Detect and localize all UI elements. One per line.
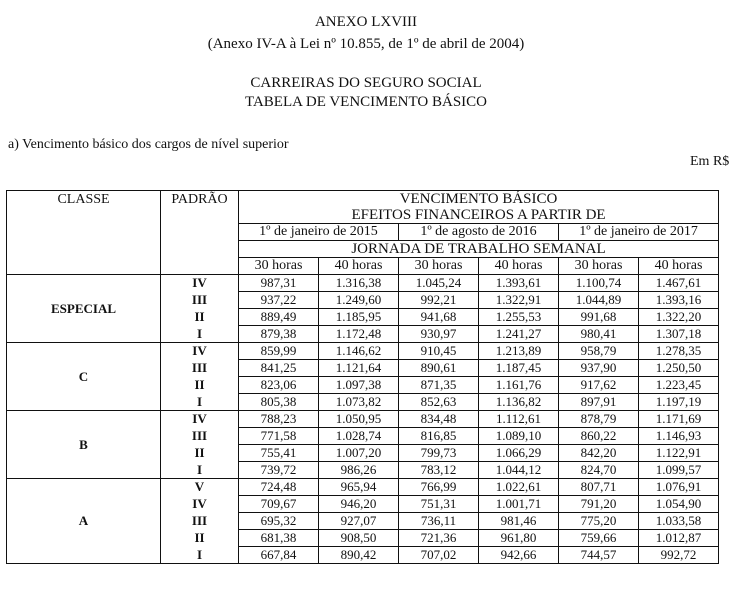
salary-value: 695,32: [239, 513, 319, 530]
salary-value: 1.393,61: [479, 275, 559, 292]
table-row: [7, 479, 719, 496]
period-2015: 1º de janeiro de 2015: [239, 224, 399, 241]
col-header-classe: CLASSE: [7, 191, 161, 275]
padrao-label: IV: [161, 343, 239, 360]
salary-value: 1.197,19: [639, 394, 719, 411]
salary-value: 1.089,10: [479, 428, 559, 445]
salary-value: 1.050,95: [319, 411, 399, 428]
salary-value: 1.161,76: [479, 377, 559, 394]
salary-value: 1.022,61: [479, 479, 559, 496]
salary-value: 1.172,48: [319, 326, 399, 343]
salary-value: 1.171,69: [639, 411, 719, 428]
salary-value: 987,31: [239, 275, 319, 292]
salary-value: 930,97: [399, 326, 479, 343]
class-label: ESPECIAL: [7, 275, 161, 343]
salary-value: 908,50: [319, 530, 399, 547]
salary-value: 871,35: [399, 377, 479, 394]
salary-value: 667,84: [239, 547, 319, 564]
salary-value: 1.146,93: [639, 428, 719, 445]
salary-value: 937,90: [559, 360, 639, 377]
salary-value: 783,12: [399, 462, 479, 479]
salary-value: 1.255,53: [479, 309, 559, 326]
salary-value: 965,94: [319, 479, 399, 496]
salary-value: 890,61: [399, 360, 479, 377]
jornada-header: JORNADA DE TRABALHO SEMANAL: [239, 241, 719, 258]
salary-value: 889,49: [239, 309, 319, 326]
salary-value: 1.044,89: [559, 292, 639, 309]
salary-value: 721,36: [399, 530, 479, 547]
salary-value: 842,20: [559, 445, 639, 462]
salary-value: 1.012,87: [639, 530, 719, 547]
padrao-label: V: [161, 479, 239, 496]
salary-value: 709,67: [239, 496, 319, 513]
salary-value: 910,45: [399, 343, 479, 360]
salary-value: 1.187,45: [479, 360, 559, 377]
padrao-label: III: [161, 428, 239, 445]
padrao-label: IV: [161, 411, 239, 428]
hours-header: 30 horas: [239, 258, 319, 275]
table-title: TABELA DE VENCIMENTO BÁSICO: [245, 94, 487, 110]
hours-header: 30 horas: [399, 258, 479, 275]
salary-value: 1.146,62: [319, 343, 399, 360]
salary-value: 834,48: [399, 411, 479, 428]
table-row: [7, 275, 719, 292]
salary-value: 1.185,95: [319, 309, 399, 326]
salary-value: 1.121,64: [319, 360, 399, 377]
hours-header: 40 horas: [639, 258, 719, 275]
career-title: CARREIRAS DO SEGURO SOCIAL: [250, 75, 482, 91]
section-intro: a) Vencimento básico dos cargos de nível superior: [8, 137, 289, 152]
salary-value: 1.122,91: [639, 445, 719, 462]
salary-value: 1.099,57: [639, 462, 719, 479]
salary-value: 992,72: [639, 547, 719, 564]
salary-value: 897,91: [559, 394, 639, 411]
salary-value: 1.467,61: [639, 275, 719, 292]
salary-value: 1.241,27: [479, 326, 559, 343]
salary-value: 755,41: [239, 445, 319, 462]
salary-value: 878,79: [559, 411, 639, 428]
salary-value: 1.045,24: [399, 275, 479, 292]
padrao-label: IV: [161, 496, 239, 513]
salary-value: 736,11: [399, 513, 479, 530]
salary-value: 799,73: [399, 445, 479, 462]
salary-value: 890,42: [319, 547, 399, 564]
currency-unit: Em R$: [690, 154, 730, 169]
salary-value: 986,26: [319, 462, 399, 479]
salary-value: 744,57: [559, 547, 639, 564]
salary-value: 805,38: [239, 394, 319, 411]
salary-value: 791,20: [559, 496, 639, 513]
salary-value: 1.223,45: [639, 377, 719, 394]
salary-value: 788,23: [239, 411, 319, 428]
class-label: B: [7, 411, 161, 479]
salary-value: 1.033,58: [639, 513, 719, 530]
period-2016: 1º de agosto de 2016: [399, 224, 559, 241]
salary-value: 841,25: [239, 360, 319, 377]
salary-value: 927,07: [319, 513, 399, 530]
padrao-label: I: [161, 394, 239, 411]
salary-value: 941,68: [399, 309, 479, 326]
padrao-label: I: [161, 547, 239, 564]
salary-value: 1.076,91: [639, 479, 719, 496]
salary-value: 1.316,38: [319, 275, 399, 292]
salary-value: 751,31: [399, 496, 479, 513]
salary-value: 766,99: [399, 479, 479, 496]
efeitos-header: EFEITOS FINANCEIROS A PARTIR DE: [239, 207, 719, 224]
padrao-label: III: [161, 360, 239, 377]
padrao-label: I: [161, 462, 239, 479]
salary-value: 824,70: [559, 462, 639, 479]
salary-value: 1.213,89: [479, 343, 559, 360]
salary-value: 942,66: [479, 547, 559, 564]
salary-value: 961,80: [479, 530, 559, 547]
salary-value: 1.136,82: [479, 394, 559, 411]
col-header-padrao: PADRÃO: [161, 191, 239, 275]
salary-value: 1.249,60: [319, 292, 399, 309]
vencimento-header: VENCIMENTO BÁSICO: [239, 191, 719, 208]
salary-value: 852,63: [399, 394, 479, 411]
salary-value: 816,85: [399, 428, 479, 445]
salary-value: 739,72: [239, 462, 319, 479]
annex-title: ANEXO LXVIII: [314, 14, 418, 30]
salary-value: 1.066,29: [479, 445, 559, 462]
padrao-label: II: [161, 530, 239, 547]
padrao-label: III: [161, 513, 239, 530]
salary-value: 807,71: [559, 479, 639, 496]
table-row: [7, 411, 719, 428]
padrao-label: I: [161, 326, 239, 343]
salary-value: 681,38: [239, 530, 319, 547]
padrao-label: III: [161, 292, 239, 309]
hours-header: 30 horas: [559, 258, 639, 275]
salary-value: 823,06: [239, 377, 319, 394]
salary-value: 1.322,20: [639, 309, 719, 326]
salary-value: 946,20: [319, 496, 399, 513]
salary-value: 707,02: [399, 547, 479, 564]
period-2017: 1º de janeiro de 2017: [559, 224, 719, 241]
salary-value: 1.322,91: [479, 292, 559, 309]
salary-value: 1.073,82: [319, 394, 399, 411]
hours-header: 40 horas: [319, 258, 399, 275]
salary-value: 879,38: [239, 326, 319, 343]
salary-value: 1.007,20: [319, 445, 399, 462]
class-label: A: [7, 479, 161, 564]
salary-value: 980,41: [559, 326, 639, 343]
salary-value: 1.054,90: [639, 496, 719, 513]
salary-value: 860,22: [559, 428, 639, 445]
salary-value: 1.278,35: [639, 343, 719, 360]
annex-subtitle: (Anexo IV-A à Lei nº 10.855, de 1º de abril de 2004): [207, 36, 525, 52]
salary-table: [6, 190, 719, 564]
salary-value: 1.001,71: [479, 496, 559, 513]
salary-value: 1.044,12: [479, 462, 559, 479]
salary-value: 917,62: [559, 377, 639, 394]
salary-value: 937,22: [239, 292, 319, 309]
header-row-1: [7, 191, 719, 208]
table-row: [7, 343, 719, 360]
salary-value: 1.097,38: [319, 377, 399, 394]
padrao-label: II: [161, 445, 239, 462]
padrao-label: IV: [161, 275, 239, 292]
padrao-label: II: [161, 377, 239, 394]
salary-value: 958,79: [559, 343, 639, 360]
salary-value: 991,68: [559, 309, 639, 326]
salary-value: 859,99: [239, 343, 319, 360]
padrao-label: II: [161, 309, 239, 326]
salary-value: 771,58: [239, 428, 319, 445]
hours-header: 40 horas: [479, 258, 559, 275]
salary-value: 981,46: [479, 513, 559, 530]
salary-value: 1.100,74: [559, 275, 639, 292]
salary-value: 724,48: [239, 479, 319, 496]
salary-value: 1.112,61: [479, 411, 559, 428]
salary-value: 1.250,50: [639, 360, 719, 377]
salary-value: 1.028,74: [319, 428, 399, 445]
salary-value: 1.307,18: [639, 326, 719, 343]
salary-value: 1.393,16: [639, 292, 719, 309]
salary-value: 992,21: [399, 292, 479, 309]
salary-value: 759,66: [559, 530, 639, 547]
class-label: C: [7, 343, 161, 411]
salary-value: 775,20: [559, 513, 639, 530]
